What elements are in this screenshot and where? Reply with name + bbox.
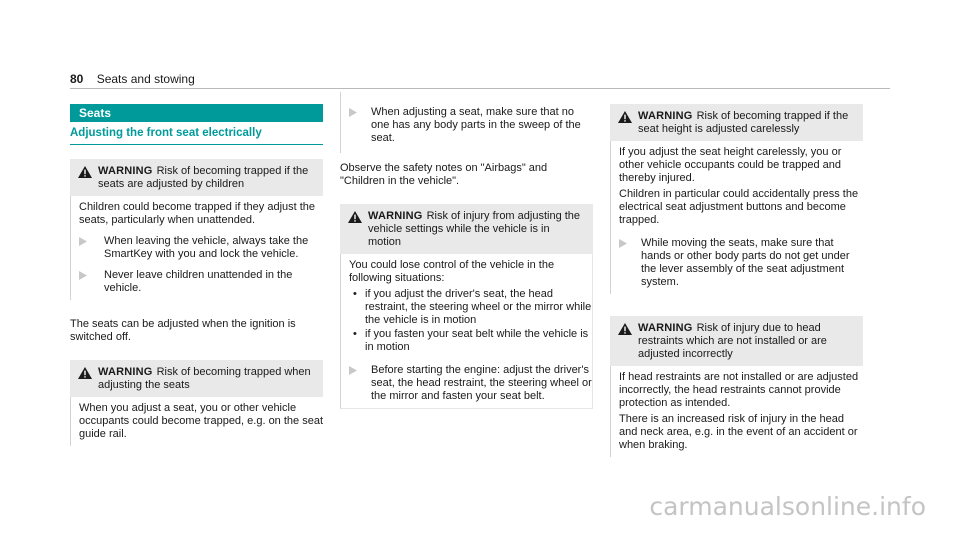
warning-text: You could lose control of the vehicle in the following situations: <box>349 259 555 284</box>
column-2 <box>340 92 593 409</box>
instruction-step <box>79 269 323 295</box>
warning-keyword: WARNING <box>98 366 153 378</box>
warning-keyword: WARNING <box>368 210 423 222</box>
warning-body <box>340 254 593 409</box>
warning-box <box>610 316 863 457</box>
instruction-step <box>619 237 863 289</box>
warning-header <box>610 104 863 141</box>
step-text: When adjusting a seat, make sure that no one has any body parts in the sweep of the seat. <box>371 106 581 144</box>
warning-triangle-icon <box>618 322 638 361</box>
warning-triangle-icon <box>348 210 368 249</box>
warning-triangle-icon <box>618 110 638 136</box>
list-item: • if you fasten your seat belt while the vehicle is in motion <box>349 328 592 354</box>
header-divider <box>70 88 890 89</box>
step-text: While moving the seats, make sure that hands or other body parts do not get under the lever assembly of the seat adjustment system. <box>641 237 850 288</box>
arrow-icon <box>349 364 371 403</box>
page-number: 80 <box>70 72 84 86</box>
warning-text: When you adjust a seat, you or other vehicle occupants could become trapped, e.g. on the seat guide rail. <box>79 402 323 440</box>
bullet-icon: • <box>353 288 357 300</box>
step-text: Before starting the engine: adjust the driver's seat, the head restraint, the steering wheel or the mirror and fasten your seat belt. <box>371 364 592 402</box>
warning-keyword: WARNING <box>638 110 693 122</box>
list-item: • if you adjust the driver's seat, the head restraint, the steering wheel or the mirror while the vehicle is in motion <box>349 288 592 327</box>
section-title: Seats <box>70 104 323 122</box>
step-text: Never leave children unattended in the vehicle. <box>104 269 293 294</box>
arrow-icon <box>619 237 641 289</box>
bullet-icon: • <box>353 328 357 340</box>
warning-header <box>70 360 323 397</box>
paragraph: The seats can be adjusted when the ignition is switched off. <box>70 318 296 343</box>
subheading: Adjusting the front seat electrically <box>70 127 323 145</box>
warning-body <box>70 397 323 446</box>
warning-triangle-icon <box>78 366 98 392</box>
instruction-step <box>349 106 593 145</box>
warning-header <box>610 316 863 366</box>
page-header <box>70 72 195 86</box>
warning-box <box>70 360 323 446</box>
warning-text: If head restraints are not installed or are adjusted incorrectly, the head restraints cannot provide protection as intended. <box>619 371 859 409</box>
instruction-step <box>79 235 323 261</box>
warning-body <box>70 196 323 300</box>
column-3 <box>610 92 863 457</box>
warning-text: There is an increased risk of injury in the head and neck area, e.g. in the event of an accident or when braking. <box>619 413 858 451</box>
step-text: When leaving the vehicle, always take the SmartKey with you and lock the vehicle. <box>104 235 309 260</box>
instruction-step <box>349 364 592 403</box>
warning-title: Risk of injury from adjusting the vehicle settings while the vehicle is in motion <box>368 210 581 248</box>
watermark: carmanualsonline.info <box>649 492 926 521</box>
warning-text: Children in particular could accidentally press the electrical seat adjustment buttons and become trapped. <box>619 188 859 226</box>
section-name: Seats and stowing <box>96 72 195 86</box>
warning-title: Risk of injury due to head restraints which are not installed or are adjusted incorrectly <box>638 322 827 360</box>
warning-title: Risk of becoming trapped if the seats are adjusted by children <box>98 165 309 190</box>
warning-text: Children could become trapped if they adjust the seats, particularly when unattended. <box>79 201 316 226</box>
warning-body <box>610 141 863 294</box>
warning-box <box>340 204 593 409</box>
warning-triangle-icon <box>78 165 98 191</box>
warning-title: Risk of becoming trapped when adjusting the seats <box>98 366 311 391</box>
warning-header <box>70 159 323 196</box>
warning-body <box>610 366 863 457</box>
warning-header <box>340 204 593 254</box>
arrow-icon <box>79 269 101 295</box>
warning-box <box>610 104 863 294</box>
paragraph: Observe the safety notes on "Airbags" and "Children in the vehicle". <box>340 162 548 187</box>
warning-text: If you adjust the seat height carelessly, you or other vehicle occupants could be trapped and thereby injured. <box>619 146 842 184</box>
warning-keyword: WARNING <box>638 322 693 334</box>
arrow-icon <box>79 235 101 261</box>
warning-box <box>70 159 323 300</box>
bullet-list <box>349 288 592 354</box>
column-1 <box>70 104 323 446</box>
warning-continuation <box>340 92 593 153</box>
warning-title: Risk of becoming trapped if the seat height is adjusted carelessly <box>638 110 849 135</box>
arrow-icon <box>349 106 371 145</box>
warning-keyword: WARNING <box>98 165 153 177</box>
